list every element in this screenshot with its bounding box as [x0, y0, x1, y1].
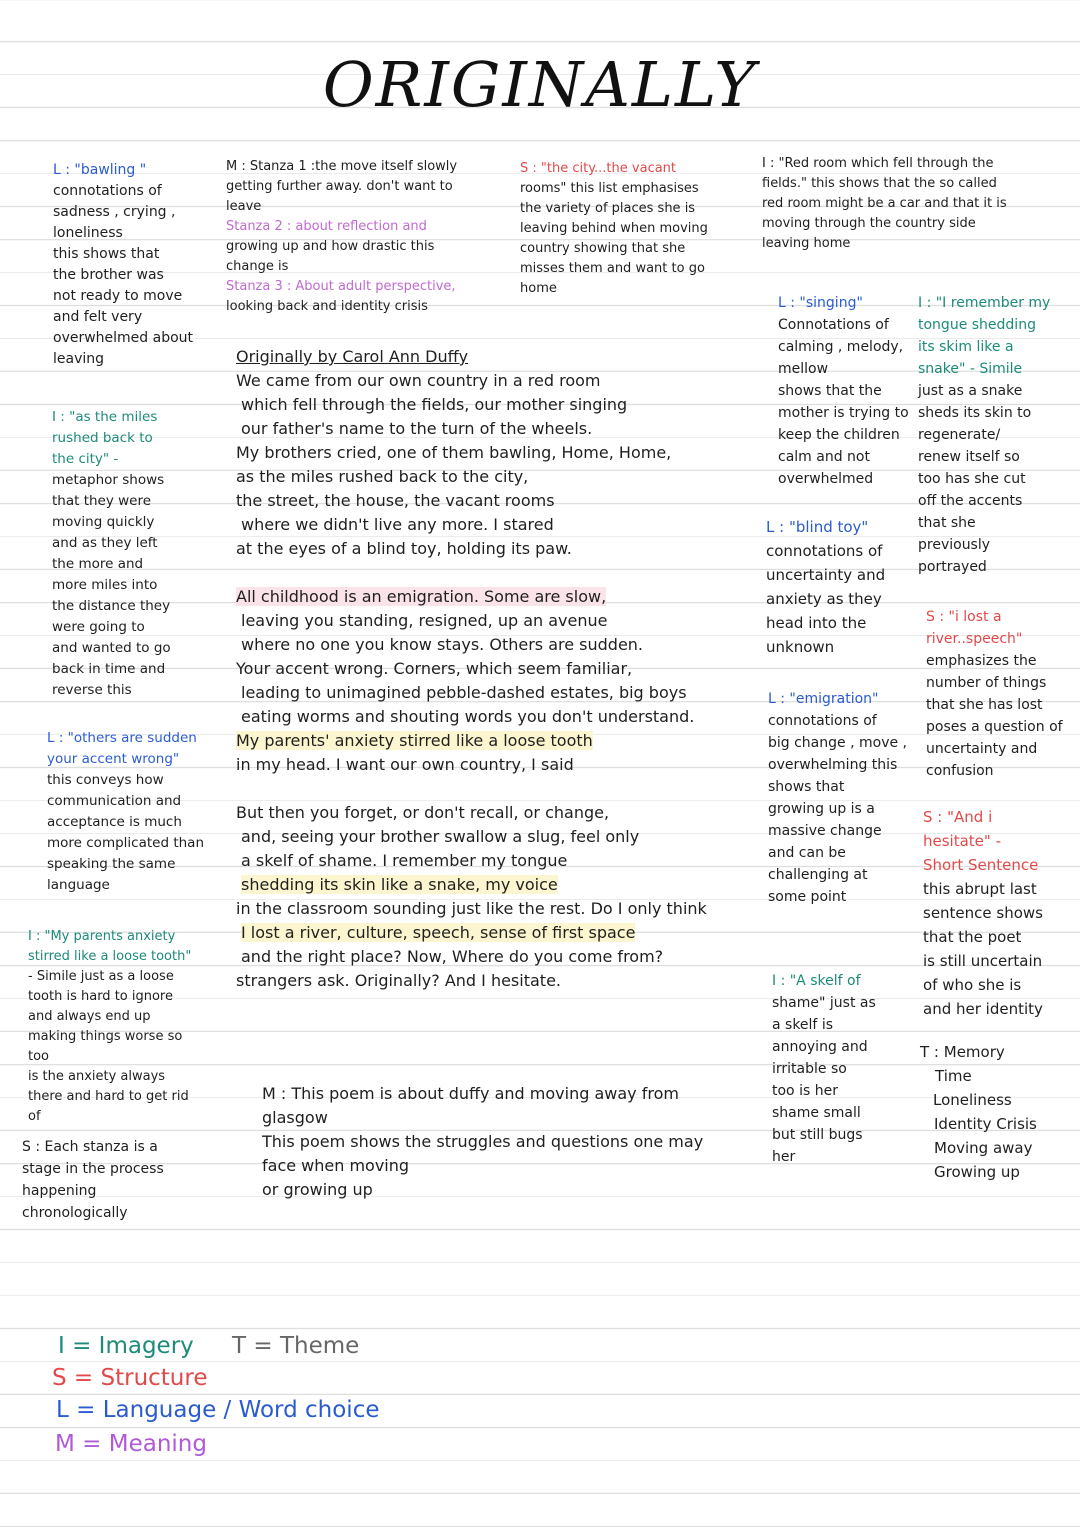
note-emigration: L : "emigration" connotations of big change , move , overwhelming this shows that growing up is a massive change and can be challenging at some point — [768, 691, 907, 905]
poem-line: But then you forget, or don't recall, or change, — [236, 803, 610, 822]
page-title: ORIGINALLY — [322, 48, 758, 121]
poem-line: at the eyes of a blind toy, holding its paw. — [236, 539, 572, 558]
poem-line: our father's name to the turn of the wheels. — [241, 419, 593, 438]
note-themes: T : Memory Time Loneliness Identity Crisis Moving away Growing up — [920, 1043, 1037, 1181]
poem-line: Your accent wrong. Corners, which seem familiar, — [236, 659, 633, 678]
key-imagery: I = Imagery — [58, 1333, 194, 1359]
note-singing: L : "singing" Connotations of calming , melody, mellow shows that the mother is trying to keep the children calm and not overwhelmed — [778, 295, 909, 487]
poem-line: as the miles rushed back to the city, — [236, 467, 529, 486]
poem-line: leaving you standing, resigned, up an avenue — [241, 611, 608, 630]
poem-line: I lost a river, culture, speech, sense of first space — [241, 923, 636, 942]
poem-line: and the right place? Now, Where do you come from? — [241, 947, 664, 966]
poem-line: the street, the house, the vacant rooms — [236, 491, 555, 510]
poem-line: eating worms and shouting words you don't understand. — [241, 707, 695, 726]
poem-line: All childhood is an emigration. Some are slow, — [236, 587, 607, 606]
note-river: S : "i lost a river..speech" emphasizes the number of things that she has lost poses a question of uncertainty and confusion — [926, 609, 1063, 779]
note-bawling: L : "bawling " connotations of sadness , crying , loneliness this shows that the brother was not ready to move and felt very overwhelmed about leaving — [53, 162, 194, 367]
poem-title: Originally by Carol Ann Duffy — [236, 347, 469, 366]
note-meaning: M : This poem is about duffy and moving away from glasgow This poem shows the struggles and questions one may face when moving or growing up — [262, 1084, 704, 1199]
poem-line: a skelf of shame. I remember my tongue — [241, 851, 568, 870]
poem-line: My parents' anxiety stirred like a loose tooth — [236, 731, 593, 750]
poem-line: strangers ask. Originally? And I hesitate. — [236, 971, 561, 990]
poem-line: We came from our own country in a red room — [236, 371, 601, 390]
poem-line: and, seeing your brother swallow a slug, feel only — [241, 827, 640, 846]
note-city: S : "the city...the vacant rooms" this list emphasises the variety of places she is leaving behind when moving country showing that she misses them and want to go home — [520, 161, 708, 296]
note-stanzas: M : Stanza 1 :the move itself slowly getting further away. don't want to leave Stanza 2 : about reflection and growing up and how drastic this change is Stanza 3 : About adult perspective, looking back and identity crisis — [226, 159, 458, 314]
poem-line: which fell through the fields, our mother singing — [241, 395, 628, 414]
note-hesitate: S : "And i hesitate" - Short Sentence this abrupt last sentence shows that the poet is still uncertain of who she is and her identity — [923, 808, 1043, 1018]
key-structure: S = Structure — [52, 1365, 208, 1391]
note-skelf: I : "A skelf of shame" just as a skelf is annoying and irritable so too is her shame small but still bugs her — [772, 973, 876, 1165]
poem-line: in the classroom sounding just like the rest. Do I only think — [236, 899, 707, 918]
poem-line: where no one you know stays. Others are sudden. — [241, 635, 644, 654]
poem-line: where we didn't live any more. I stared — [241, 515, 554, 534]
note-blind-toy: L : "blind toy" connotations of uncertainty and anxiety as they head into the unknown — [766, 518, 886, 656]
note-red-room: I : "Red room which fell through the fields." this shows that the so called red room might be a car and that it is moving through the country side leaving home — [762, 156, 1007, 251]
poem-line: leading to unimagined pebble-dashed estates, big boys — [241, 683, 687, 702]
poem — [236, 345, 736, 993]
note-tooth: I : "My parents anxiety stirred like a loose tooth" - Simile just as a loose tooth is hard to ignore and always end up making things worse so too is the anxiety always there and hard to get rid of — [28, 929, 192, 1124]
note-miles: I : "as the miles rushed back to the city" - metaphor shows that they were moving quickly and as they left the more and more miles into the distance they were going to and wanted to go back in time and reverse this — [52, 409, 171, 698]
key-meaning: M = Meaning — [55, 1431, 207, 1457]
key-theme: T = Theme — [232, 1333, 360, 1359]
poem-line: in my head. I want our own country, I said — [236, 755, 574, 774]
poem-line: My brothers cried, one of them bawling, Home, Home, — [236, 443, 672, 462]
poem-line: shedding its skin like a snake, my voice — [241, 875, 558, 894]
key-language: L = Language / Word choice — [56, 1397, 380, 1423]
note-tongue: I : "I remember my tongue shedding its skim like a snake" - Simile just as a snake sheds its skin to regenerate/ renew itself so too has she cut off the accents that she previously portrayed — [918, 295, 1051, 575]
note-stanza-stage: S : Each stanza is a stage in the process happening chronologically — [22, 1139, 164, 1221]
note-sudden: L : "others are sudden your accent wrong" this conveys how communication and acceptance is much more complicated than speaking the same language — [47, 730, 204, 893]
